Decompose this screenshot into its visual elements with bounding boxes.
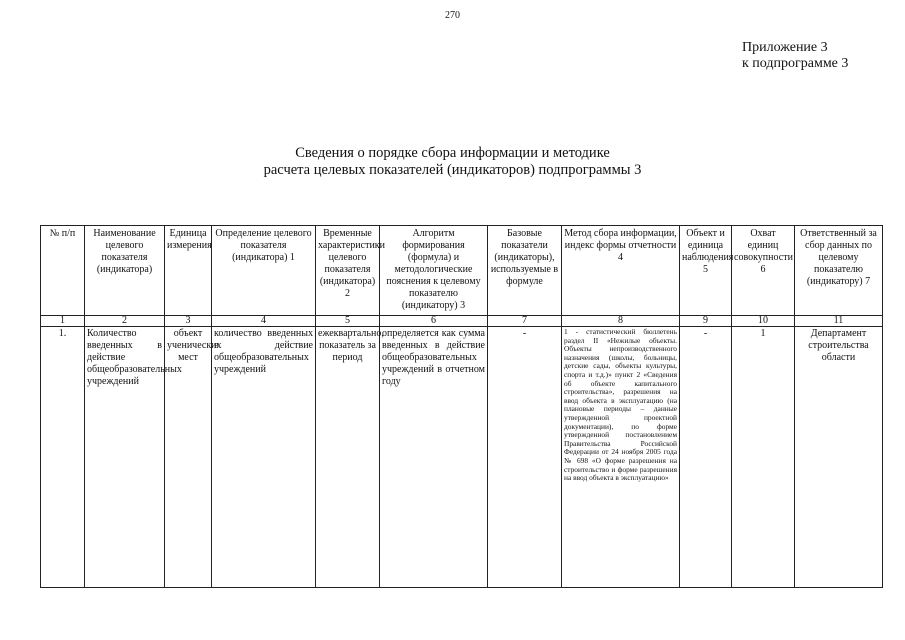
indicator-base: - [488,327,562,588]
column-number-cell: 10 [732,316,795,327]
appendix-line-2: к подпрограмме 3 [742,56,849,71]
indicator-definition: количество введенных в действие общеобразовательных учреждений [212,327,316,588]
appendix-line-1: Приложение 3 [742,40,828,55]
header-cell-definition: Определение целевого показателя (индикатора) 1 [212,226,316,316]
column-number-cell: 9 [680,316,732,327]
indicators-table [40,225,883,588]
table-header-row [41,226,883,316]
indicator-responsible: Департамент строительства области [795,327,883,588]
indicator-object: - [680,327,732,588]
column-number-cell: 8 [562,316,680,327]
indicator-algorithm: определяется как сумма введенных в действие общеобразовательных учреждений в отчетном году [380,327,488,588]
header-cell-method: Метод сбора информации, индекс формы отчетности 4 [562,226,680,316]
header-cell-time: Временные характеристики целевого показателя (индикатора) 2 [316,226,380,316]
header-cell-name: Наименование целевого показателя (индикатора) [85,226,165,316]
indicator-method: 1 - статистический бюллетень раздел II «Нежилые объекты. Объекты непроизводственного назначения (школы, больницы, детские сады, объекты культуры, спорта и т.д.)» пункт 2 «Сведения об объекте капитального строительства», разрешения на ввод объекта в эксплуатацию (на плановые периоды – данные утвержденной проектной документации), по форме утвержденной постановлением Правительства Российской Федерации от 24 ноября 2005 года № 698 «О форме разрешения на строительство и форме разрешения на ввод объекта в эксплуатацию» [562,327,680,588]
column-number-cell: 1 [41,316,85,327]
column-number-cell: 6 [380,316,488,327]
column-number-cell: 4 [212,316,316,327]
column-number-cell: 7 [488,316,562,327]
header-cell-object: Объект и единица наблюдения 5 [680,226,732,316]
column-number-cell: 11 [795,316,883,327]
title-line-2: расчета целевых показателей (индикаторов) подпрограммы 3 [263,162,642,178]
indicator-unit: объект ученических мест [165,327,212,588]
header-cell-number: № п/п [41,226,85,316]
document-title [0,145,905,179]
header-cell-algorithm: Алгоритм формирования (формула) и методологические пояснения к целевому показателю (индикатору) 3 [380,226,488,316]
table-row [41,327,883,588]
indicator-time: ежеквартально, показатель за период [316,327,380,588]
row-number: 1. [41,327,85,588]
header-cell-coverage: Охват единиц совокупности 6 [732,226,795,316]
indicator-name: Количество введенных в действие общеобразовательных учреждений [85,327,165,588]
column-number-cell: 3 [165,316,212,327]
header-cell-unit: Единица измерения [165,226,212,316]
header-cell-base: Базовые показатели (индикаторы), используемые в формуле [488,226,562,316]
column-number-row [41,316,883,327]
page-number: 270 [445,10,460,21]
appendix-reference [742,40,848,72]
column-number-cell: 5 [316,316,380,327]
indicator-coverage: 1 [732,327,795,588]
header-cell-responsible: Ответственный за сбор данных по целевому показателю (индикатору) 7 [795,226,883,316]
title-line-1: Сведения о порядке сбора информации и методике [295,145,610,161]
column-number-cell: 2 [85,316,165,327]
